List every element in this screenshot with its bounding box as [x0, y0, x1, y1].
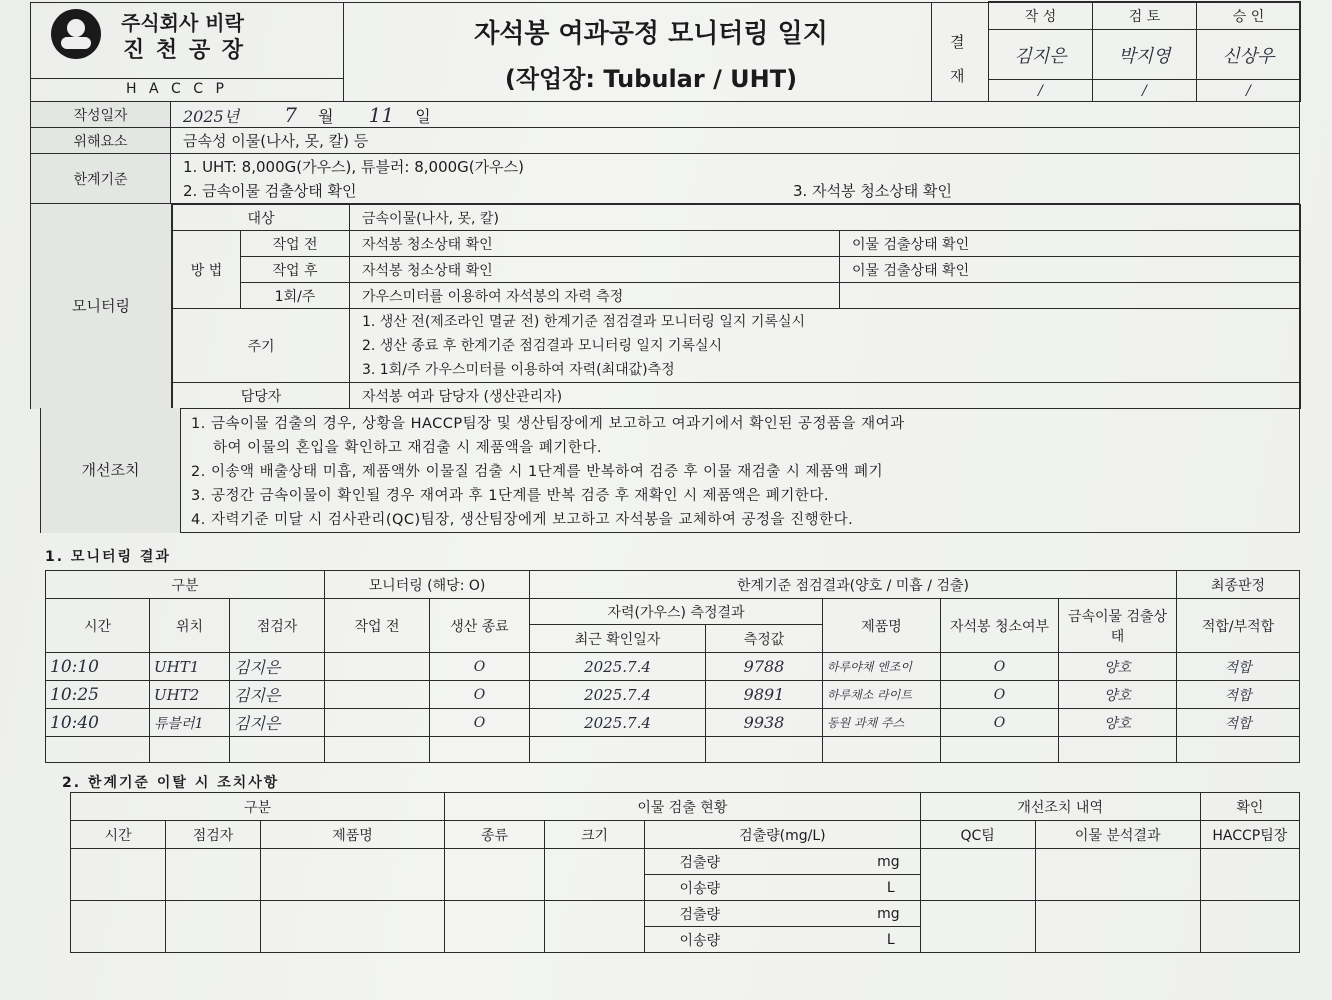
deviation-section-title: 2. 한계기준 이탈 시 조치사항 — [62, 775, 280, 791]
limit-label: 한계기준 — [31, 154, 171, 204]
company-logo-box — [31, 3, 344, 101]
hazard-value: 금속성 이물(나사, 못, 칼) 등 — [171, 128, 1300, 154]
monitoring-table: 대상 금속이물(나사, 못, 칼) 방 법 작업 전 자석봉 청소상태 확인 이물 검출상태 확인 작업 후 자석봉 청소상태 확인 이물 검출상태 확인 1회/주 가우스미터를 이용하여 자석봉의 자력 측정 주기 1. 생산 전(제조라인 멸균 전) 한계기준 점검결과 모니터링 일지 기록실시 2. 생산 종료 후 한계기준 점검결과 모니터링 일지 기록실시 3. 1회/주 가우스미터를 이용하여 자력(최대값)측정 담당자 자석봉 여과 담당자 (생산관리자) — [172, 204, 1301, 409]
signature-approver: 신상우 — [1197, 30, 1301, 80]
signature-reviewer: 박지영 — [1093, 30, 1197, 80]
doc-title-2: (작업장: Tubular / UHT) — [504, 65, 798, 93]
doc-title-1: 자석봉 여과공정 모니터링 일지 — [474, 19, 828, 49]
corrective-section — [40, 408, 1300, 533]
signature-writer: 김지은 — [989, 30, 1093, 80]
table-row: 10:10 UHT1 김지은 O 2025.7.4 9788 하루야채 엔조이 O 양호 적합 — [46, 653, 1300, 681]
results-table: 구분 모니터링 (해당: O) 한계기준 점검결과(양호 / 미흡 / 검출) 최종판정 시간 위치 점검자 작업 전 생산 종료 자력(가우스) 측정결과 제품명 자석봉 청소여부 금속이물 검출상태 적합/부적합 최근 확인일자 측정값 10:10 UHT1 김지은 O 2025.7.4 9788 하루야채 엔조이 O 양호 적합 10:25 UHT2 김지은 O 2025.7.4 9891 하루채소 라이트 O 양호 적합 10:40 튜블러1 김지은 O 2025.7.4 9938 동원 과채 주스 O 양호 적합 — [45, 570, 1300, 763]
table-row: 10:40 튜블러1 김지은 O 2025.7.4 9938 동원 과채 주스 O 양호 적합 — [46, 709, 1300, 737]
date-label: 작성일자 — [31, 102, 171, 128]
approval-label-box: 결 재 — [931, 3, 989, 101]
monitoring-section — [30, 204, 1300, 409]
table-row: 10:25 UHT2 김지은 O 2025.7.4 9891 하루채소 라이트 O 양호 적합 — [46, 681, 1300, 709]
company-logo-icon — [51, 9, 101, 59]
limit-value: 1. UHT: 8,000G(가우스), 튜블러: 8,000G(가우스) 2. 금속이물 검출상태 확인 3. 자석봉 청소상태 확인 — [171, 154, 1300, 204]
company-name: 주식회사 비락 — [121, 11, 244, 35]
monitoring-label: 모니터링 — [31, 204, 172, 409]
approval-table: 작 성 검 토 승 인 김지은 박지영 신상우 / / / — [988, 1, 1301, 102]
table-row-empty — [46, 737, 1300, 763]
hazard-label: 위해요소 — [31, 128, 171, 154]
deviation-table: 구분 이물 검출 현황 개선조치 내역 확인 시간 점검자 제품명 종류 크기 검출량(mg/L) QC팀 이물 분석결과 HACCP팀장 검출량 mg 이송량 L 검출량 mg 이송량 L — [70, 792, 1300, 953]
corrective-text: 1. 금속이물 검출의 경우, 상황을 HACCP팀장 및 생산팀장에게 보고하고 여과기에서 확인된 공정품을 재여과 하여 이물의 혼입을 확인하고 재검출 시 제품액을 폐기한다. 2. 이송액 배출상태 미흡, 제품액外 이물질 검출 시 1단계를 반복하여 검증 후 이물 재검출 시 제품액 폐기 3. 공정간 금속이물이 확인될 경우 재여과 후 1단계를 반복 검증 후 재확인 시 제품액은 폐기한다. 4. 자력기준 미달 시 검사관리(QC)팀장, 생산팀장에게 보고하고 자석봉을 교체하여 공정을 진행한다. — [191, 416, 905, 528]
plant-name: 진 천 공 장 — [123, 38, 245, 63]
info-table — [30, 101, 1300, 204]
haccp-label: H A C C P — [126, 81, 228, 97]
header-block — [30, 2, 1300, 102]
date-value: 2025년 7 월 11 일 — [171, 102, 1300, 128]
corrective-label: 개선조치 — [41, 408, 181, 533]
results-section-title: 1. 모니터링 결과 — [45, 549, 171, 565]
